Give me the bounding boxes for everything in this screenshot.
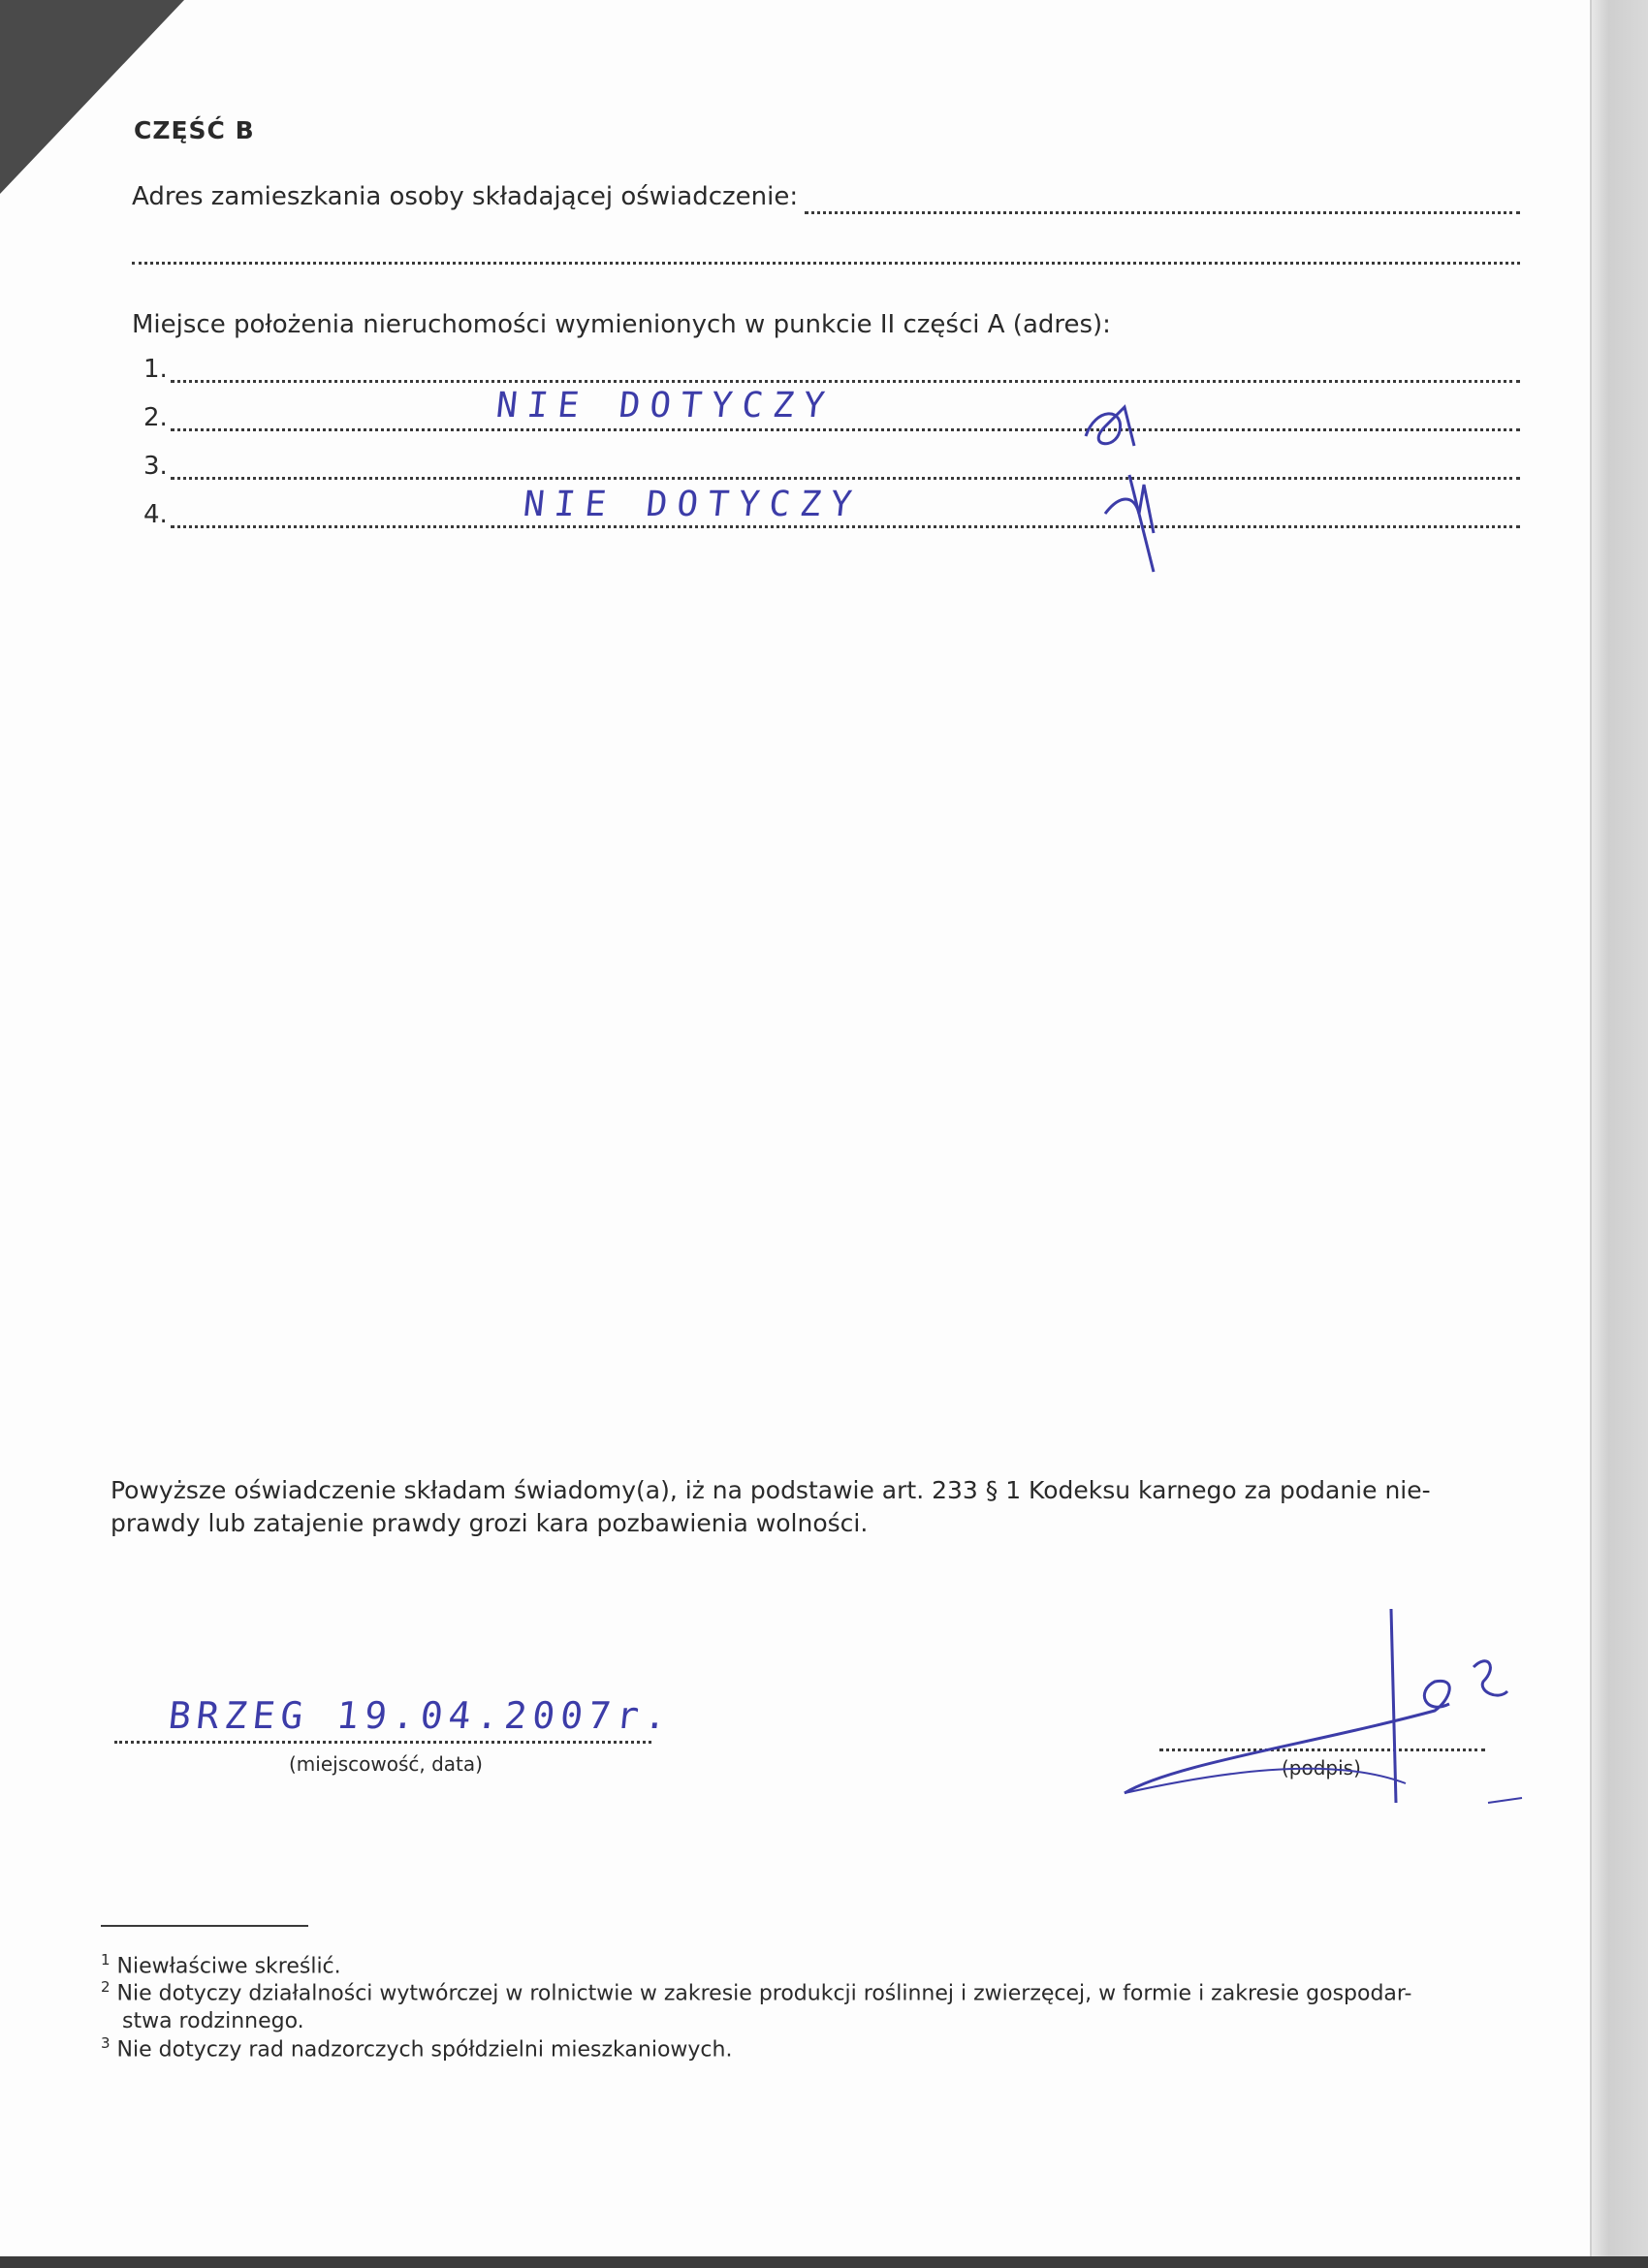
footnote <box>101 1973 1516 2035</box>
section-heading: CZĘŚĆ B <box>134 116 255 144</box>
scan-corner <box>0 0 184 194</box>
handwritten-place-date: BRZEG 19.04.2007r. <box>166 1694 676 1737</box>
footnote-marker: 3 <box>101 2034 111 2052</box>
handwritten-entry: NIE DOTYCZY <box>521 485 864 524</box>
footnote-marker: 1 <box>101 1951 111 1969</box>
property-line <box>171 428 1520 431</box>
footnote-text: Nie dotyczy działalności wytwórczej w rolnictwie w zakresie produkcji roślinnej i zwierzęcej, w formie i zakresie gospodar- <box>116 1981 1412 2006</box>
address-line-1 <box>805 211 1520 214</box>
footnote-divider <box>101 1925 308 1927</box>
property-line-number: 1. <box>143 355 168 384</box>
property-line-number: 3. <box>143 452 168 481</box>
footnote-text: Nie dotyczy rad nadzorczych spółdzielni mieszkaniowych. <box>116 2037 733 2063</box>
address-line-2 <box>132 262 1520 265</box>
address-label: Adres zamieszkania osoby składającej oświadczenie: <box>132 182 799 211</box>
declaration-line-2: prawdy lub zatajenie prawdy grozi kara pozbawienia wolności. <box>111 1509 869 1537</box>
property-label: Miejsce położenia nieruchomości wymienionych w punkcie II części A (adres): <box>132 310 1111 339</box>
signature-caption: (podpis) <box>1282 1756 1361 1780</box>
signature-drawing <box>1115 1609 1541 1832</box>
footnote-marker: 2 <box>101 1978 111 1996</box>
initials-mark <box>1066 388 1173 582</box>
declaration-line-1: Powyższe oświadczenie składam świadomy(a), iż na podstawie art. 233 § 1 Kodeksu karnego za podanie nie- <box>111 1476 1431 1504</box>
property-line <box>171 525 1520 528</box>
footnote-text: Niewłaściwe skreślić. <box>116 1954 341 1979</box>
property-line <box>171 380 1520 383</box>
page-edge <box>1590 0 1648 2268</box>
footnote-text-cont: stwa rodzinnego. <box>122 2009 304 2034</box>
scan-bottom-edge <box>0 2256 1648 2268</box>
footnote <box>101 2030 732 2063</box>
place-date-line <box>114 1741 651 1744</box>
property-line-number: 2. <box>143 403 168 432</box>
handwritten-entry: NIE DOTYCZY <box>493 386 837 425</box>
property-line-number: 4. <box>143 500 168 529</box>
place-date-caption: (miejscowość, data) <box>289 1752 483 1776</box>
property-line <box>171 477 1520 480</box>
